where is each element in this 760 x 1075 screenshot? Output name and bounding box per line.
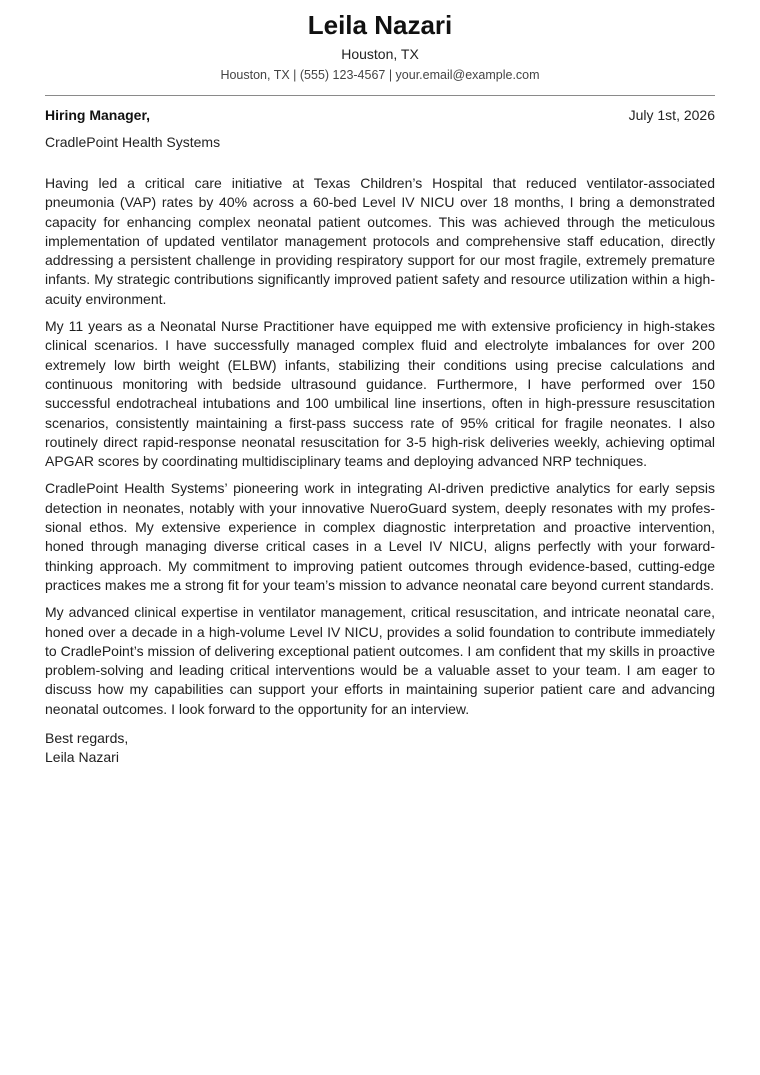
- letter-header: [45, 10, 715, 83]
- closing-phrase: Best regards,: [45, 730, 129, 747]
- body-paragraph-4: My advanced clinical expertise in ventilator management, critical resuscitation, and intricate neonatal care, honed over a decade in a high-volume Level IV NICU, provides a solid foundation to contribute immediately to CradlePoint’s mission of delivering exceptional patient outcomes. I am confident that my skills in proactive problem-solving and leading critical interventions would be a valuable asset to your team. I am eager to discuss how my capabilities can support your efforts in maintaining superior patient care and advancing neonatal outcomes. I look forward to the opportunity for an interview.: [45, 604, 715, 717]
- contact-line: Houston, TX | (555) 123-4567 | your.email@example.com: [220, 68, 540, 82]
- letter-body: [45, 174, 715, 719]
- header-divider: [45, 95, 715, 96]
- applicant-city: Houston, TX: [341, 46, 419, 62]
- body-paragraph-3: CradlePoint Health Systems’ pioneering work in integrating AI-driven predictive analytics for early sepsis detection in neonates, notably with your innovative NueroGuard system, deeply resonates with my professional ethos. My extensive experience in complex diagnostic interpretation and proactive intervention, honed through managing diverse critical cases in a Level IV NICU, aligns perfectly with your forward-thinking approach. My commitment to improving patient outcomes through evidence-based, cutting-edge practices makes me a strong fit for your team’s mission to advance neonatal care beyond current standards.: [45, 480, 715, 593]
- letter-date: July 1st, 2026: [628, 107, 715, 123]
- applicant-name: Leila Nazari: [307, 10, 453, 40]
- recipient-salutation: Hiring Manager,: [45, 107, 151, 123]
- body-paragraph-2: My 11 years as a Neonatal Nurse Practitioner have equipped me with extensive proficiency in high-stakes clinical scenarios. I have successfully managed complex fluid and electrolyte imbalances for over 200 extremely low birth weight (ELBW) infants, stabilizing their conditions using precise calculations and continuous monitoring with bedside ultrasound guidance. Furthermore, I have performed over 150 successful endotracheal intubations and 100 umbilical line insertions, often in high-pressure resuscitation scenarios, consistently maintaining a first-pass success rate of 95% critical for fragile neonates. I also routinely direct rapid-response neonatal resuscitation for 3-5 high-risk deliveries weekly, achieving optimal APGAR scores by coordinating multidisciplinary teams and deploying advanced NRP techniques.: [45, 318, 715, 470]
- signature-name: Leila Nazari: [45, 749, 119, 766]
- company-name: CradlePoint Health Systems: [45, 134, 221, 150]
- body-paragraph-1: Having led a critical care initiative at Texas Children’s Hospital that reduced ventilator-associated pneumonia (VAP) rates by 40% across a 60-bed Level IV NICU over 18 months, I bring a demonstrated capacity for enhancing complex neonatal patient outcomes. This was achieved through the meticulous implementation of updated ventilator management protocols and comprehensive staff education, directly addressing a persistent challenge in providing respiratory support for our most fragile, extremely premature infants. My strategic contributions significantly improved patient safety and resource utilization within a high-acuity environment.: [45, 175, 715, 307]
- recipient-date-row: [45, 106, 715, 125]
- letter-closing: [45, 729, 715, 767]
